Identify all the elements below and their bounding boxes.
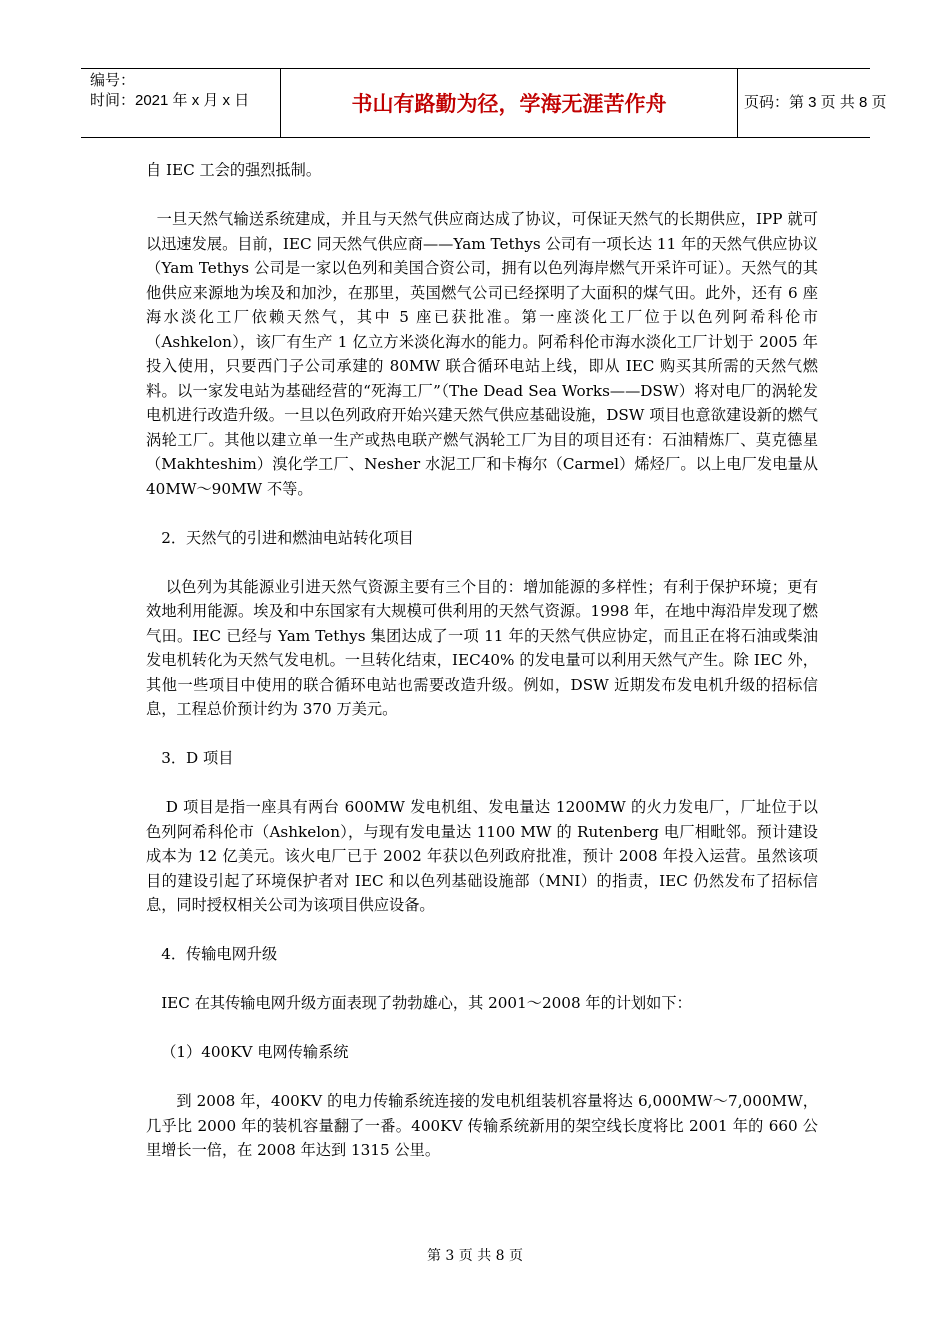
document-body xyxy=(146,158,818,1163)
header-meta-cell xyxy=(81,69,281,137)
paragraph-ipp-gas-supply: 一旦天然气输送系统建成，并且与天然气供应商达成了协议，可保证天然气的长期供应，IPP 就可以迅速发展。目前，IEC 同天然气供应商——Yam Tethys 公司有一项长达 11 年的天然气供应协议（Yam Tethys 公司是一家以色列和美国合资公司，拥有以色列海岸燃气开采许可证）。天然气的其他供应来源地为埃及和加沙，在那里，英国燃气公司已经探明了大面积的煤气田。此外，还有 6 座海水淡化工厂依赖天然气，其中 5 座已获批准。第一座淡化工厂位于以色列阿希科伦市（Ashkelon），该厂有生产 1 亿立方米淡化海水的能力。阿希科伦市海水淡化工厂计划于 2005 年投入使用，只要西门子公司承建的 80MW 联合循环电站上线，即从 IEC 购买其所需的天然气燃料。以一家发电站为基础经营的“死海工厂”（The Dead Sea Works——DSW）将对电厂的涡轮发电机进行改造升级。一旦以色列政府开始兴建天然气供应基础设施，DSW 项目也意欲建设新的燃气涡轮工厂。其他以建立单一生产或热电联产燃气涡轮工厂为目的项目还有：石油精炼厂、莫克德星（Makhteshim）溴化学工厂、Nesher 水泥工厂和卡梅尔（Carmel）烯烃厂。以上电厂发电量从 40MW～90MW 不等。 xyxy=(146,210,818,498)
header-page-cell xyxy=(738,69,887,137)
subsection-heading-400kv: （1）400KV 电网传输系统 xyxy=(161,1043,349,1061)
document-number-label: 编号： xyxy=(90,72,136,89)
header-motto-cell xyxy=(281,69,738,137)
paragraph-gas-introduction: 以色列为其能源业引进天然气资源主要有三个目的：增加能源的多样性；有利于保护环境；更有效地利用能源。埃及和中东国家有大规模可供利用的天然气资源。1998 年，在地中海沿岸发现了燃气田。IEC 已经与 Yam Tethys 集团达成了一项 11 年的天然气供应协定，而且正在将石油或柴油发电机转化为天然气发电机。一旦转化结束，IEC40% 的发电量可以利用天然气产生。除 IEC 外，其他一些项目中使用的联合循环电站也需要改造升级。例如，DSW 近期发布发电机升级的招标信息，工程总价预计约为 370 万美元。 xyxy=(146,577,818,718)
page-header xyxy=(81,68,887,138)
paragraph-grid-plan: IEC 在其传输电网升级方面表现了勃勃雄心，其 2001～2008 年的计划如下： xyxy=(161,994,692,1012)
section-heading-3: 3．D 项目 xyxy=(161,749,234,767)
paragraph-400kv-system: 到 2008 年，400KV 的电力传输系统连接的发电机组装机容量将达 6,000MW～7,000MW，几乎比 2000 年的装机容量翻了一番。400KV 传输系统新用的架空线长度将比 2001 年的 660 公里增长一倍，在 2008 年达到 1315 公里。 xyxy=(146,1092,818,1159)
paragraph-d-project: D 项目是指一座具有两台 600MW 发电机组、发电量达 1200MW 的火力发电厂，厂址位于以色列阿希科伦市（Ashkelon），与现有发电量达 1100 MW 的 Rutenberg 电厂相毗邻。预计建设成本为 12 亿美元。该火电厂已于 2002 年获以色列政府批准，预计 2008 年投入运营。虽然该项目的建设引起了环境保护者对 IEC 和以色列基础设施部（MNI）的指责，IEC 仍然发布了招标信息，同时授权相关公司为该项目供应设备。 xyxy=(146,798,818,914)
header-page-number: 页码：第 3 页 共 8 页 xyxy=(744,94,887,111)
document-date-label: 时间：2021 年 x 月 x 日 xyxy=(90,92,250,109)
header-motto: 书山有路勤为径，学海无涯苦作舟 xyxy=(351,93,667,116)
paragraph-continuation: 自 IEC 工会的强烈抵制。 xyxy=(146,161,322,179)
section-heading-2: 2．天然气的引进和燃油电站转化项目 xyxy=(161,528,414,547)
page-footer: 第 3 页 共 8 页 xyxy=(426,1248,524,1264)
section-heading-4: 4．传输电网升级 xyxy=(161,945,278,963)
